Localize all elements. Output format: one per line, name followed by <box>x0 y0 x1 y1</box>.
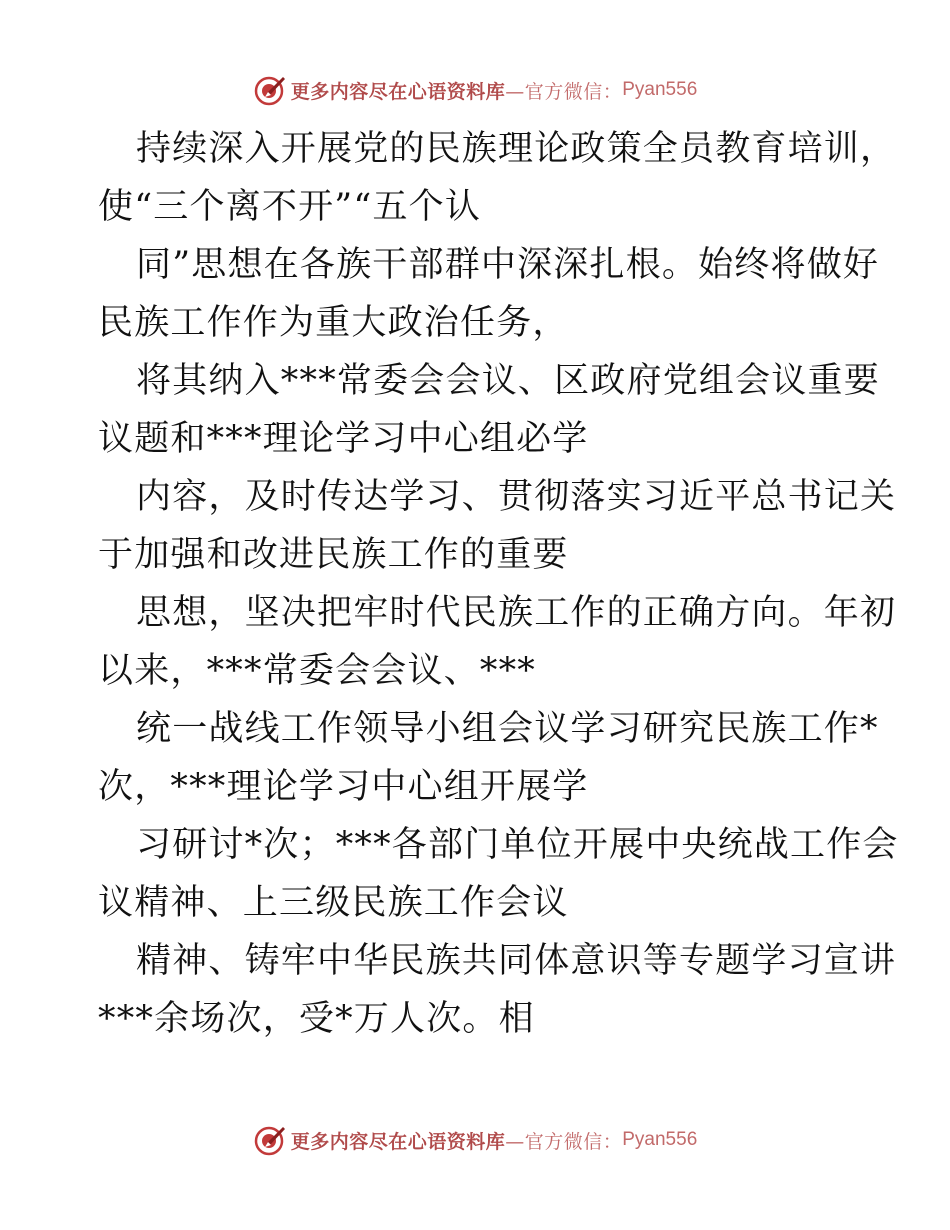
body-line: 内容，及时传达学习、贯彻落实习近平总书记关 <box>136 477 897 517</box>
banner-wechat-handle: Pyan556 <box>622 1129 698 1150</box>
body-line: 议精神、上三级民族工作会议 <box>98 883 569 923</box>
footer-banner <box>0 1120 950 1160</box>
body-line: 精神、铸牢中华民族共同体意识等专题学习宣讲 <box>136 941 897 981</box>
body-line: 于加强和改进民族工作的重要 <box>98 535 569 575</box>
header-banner <box>0 70 950 110</box>
banner-wechat-label: —官方微信： <box>505 1130 623 1153</box>
body-line: 使“三个离不开”“五个认 <box>98 187 482 227</box>
banner-title: 更多内容尽在心语资料库 <box>290 80 506 103</box>
body-line: 以来，***常委会会议、*** <box>98 651 537 691</box>
document-body <box>98 120 899 1048</box>
body-line: 同”思想在各族干部群中深深扎根。始终将做好 <box>136 245 880 285</box>
body-line: 民族工作作为重大政治任务， <box>98 303 569 343</box>
quill-logo-icon <box>253 1123 287 1157</box>
body-line: ***余场次，受*万人次。相 <box>98 999 535 1039</box>
body-line: 次，***理论学习中心组开展学 <box>98 767 589 807</box>
banner-wechat-handle: Pyan556 <box>622 79 698 100</box>
banner-title: 更多内容尽在心语资料库 <box>290 1130 506 1153</box>
body-line: 持续深入开展党的民族理论政策全员教育培训， <box>136 129 897 169</box>
body-line: 统一战线工作领导小组会议学习研究民族工作* <box>136 709 879 749</box>
body-line: 习研讨*次；***各部门单位开展中央统战工作会 <box>136 825 899 865</box>
quill-logo-icon <box>253 73 287 107</box>
banner-wechat-label: —官方微信： <box>505 80 623 103</box>
body-line: 思想，坚决把牢时代民族工作的正确方向。年初 <box>136 593 897 633</box>
body-line: 将其纳入***常委会会议、区政府党组会议重要 <box>136 361 880 401</box>
body-line: 议题和***理论学习中心组必学 <box>98 419 589 459</box>
